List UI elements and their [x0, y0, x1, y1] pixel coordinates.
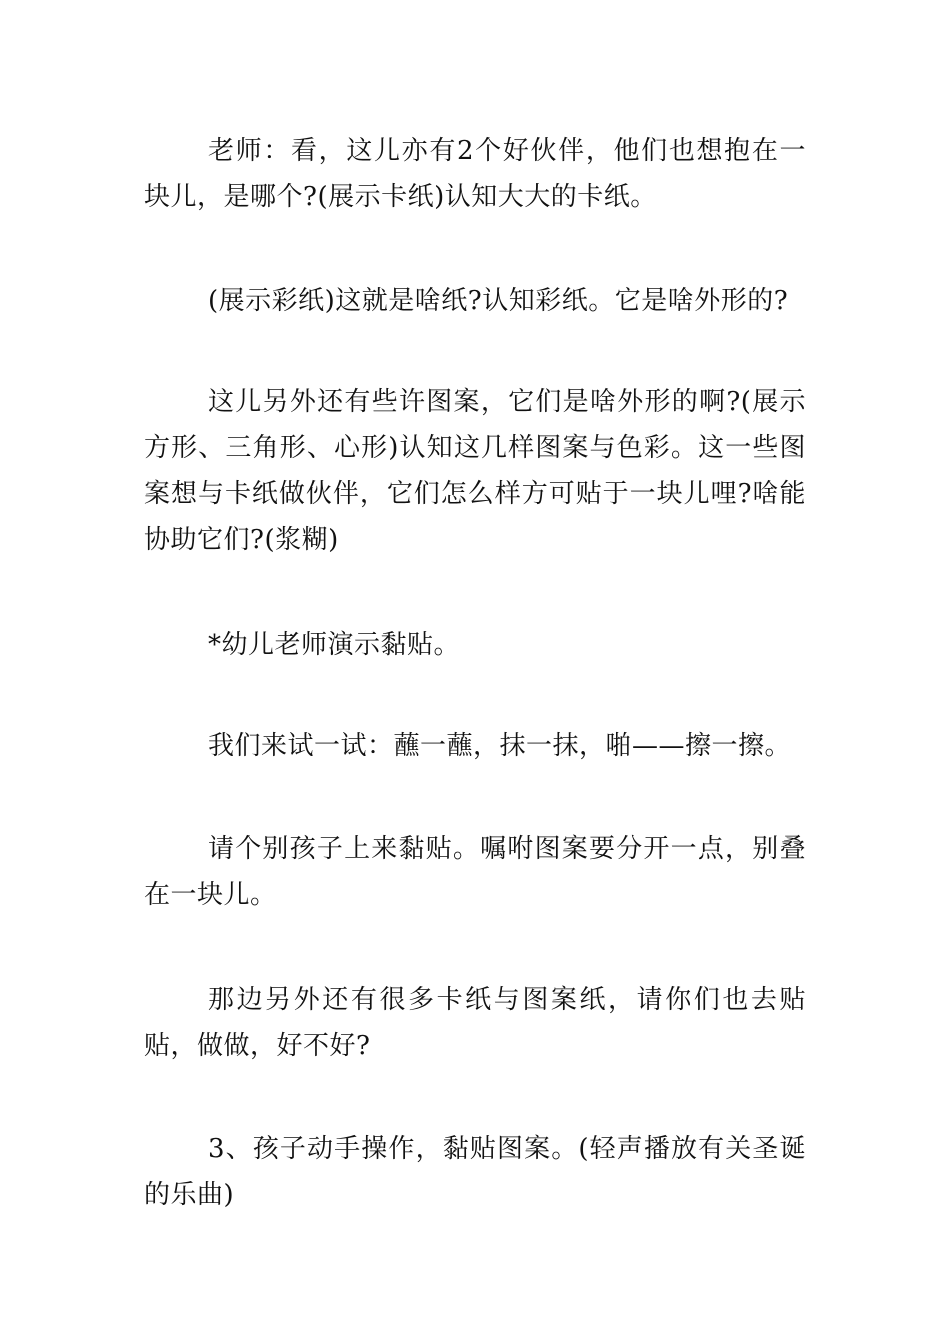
paragraph-children-paste: 请个别孩子上来黏贴。嘱咐图案要分开一点，别叠在一块儿。 [144, 834, 806, 910]
paragraph-shapes: 这儿另外还有些许图案，它们是啥外形的啊?(展示方形、三角形、心形)认知这几样图案与色彩。这一些图案想与卡纸做伙伴，它们怎么样方可贴于一块儿哩?啥能协助它们?(浆糊) [144, 387, 806, 555]
paragraph-try: 我们来试一试：蘸一蘸，抹一抹，啪——擦一擦。 [208, 731, 792, 761]
paragraph-teacher-intro: 老师：看，这儿亦有2个好伙伴，他们也想抱在一块儿，是哪个?(展示卡纸)认知大大的卡纸。 [144, 136, 806, 212]
paragraph-demo: *幼儿老师演示黏贴。 [208, 630, 461, 660]
paragraph-more-paper: 那边另外还有很多卡纸与图案纸，请你们也去贴贴，做做，好不好? [144, 985, 806, 1061]
paragraph-step-3: 3、孩子动手操作，黏贴图案。(轻声播放有关圣诞的乐曲) [144, 1134, 806, 1210]
paragraph-colored-paper: (展示彩纸)这就是啥纸?认知彩纸。它是啥外形的? [208, 286, 789, 316]
